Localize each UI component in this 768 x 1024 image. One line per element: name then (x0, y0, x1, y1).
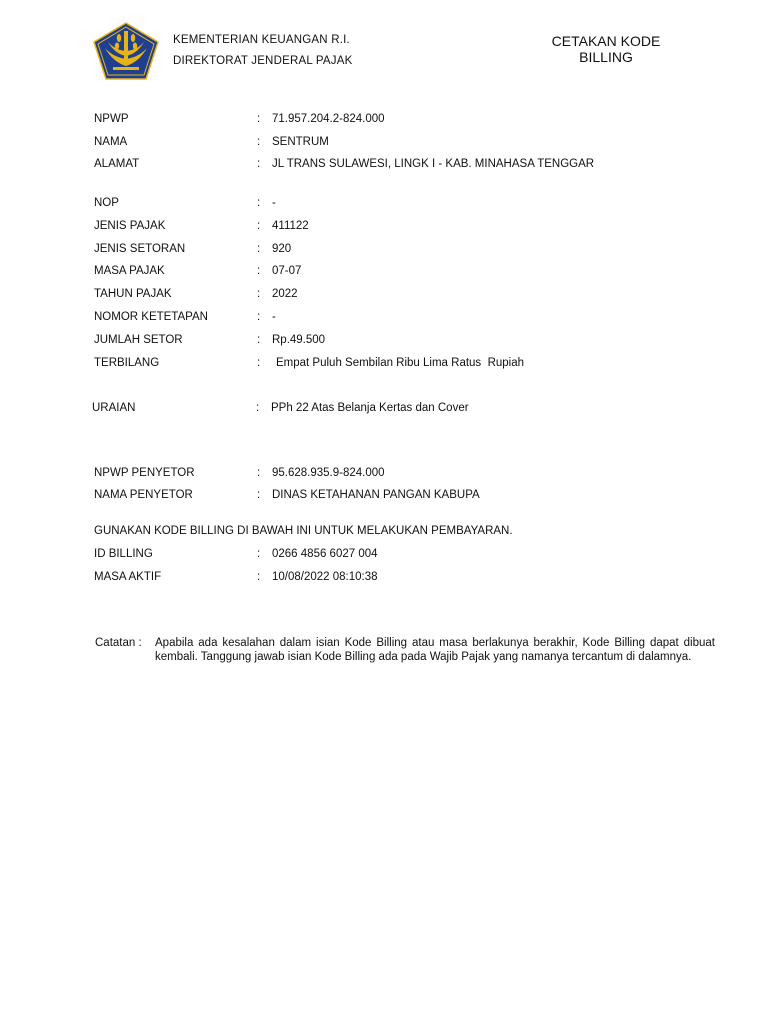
field-colon: : (257, 113, 261, 125)
field-colon: : (257, 334, 261, 346)
document-title: CETAKAN KODE BILLING (551, 33, 661, 65)
field-value: DINAS KETAHANAN PANGAN KABUPA (272, 489, 480, 501)
field-label: NOMOR KETETAPAN (94, 311, 208, 323)
field-colon: : (257, 357, 261, 369)
note-text: Apabila ada kesalahan dalam isian Kode Billing atau masa berlakunya berakhir, Kode Billing dapat dibuat kembali. Tanggung jawab isian Kode Billing ada pada Wajib Pajak yang namanya tercantum di dalamnya. (155, 637, 715, 663)
field-colon: : (257, 489, 261, 501)
field-colon: : (257, 265, 261, 277)
field-value: SENTRUM (272, 136, 329, 148)
field-value: 920 (272, 243, 292, 255)
field-label: TERBILANG (94, 357, 160, 369)
field-label: MASA AKTIF (94, 571, 162, 583)
payment-instruction: GUNAKAN KODE BILLING DI BAWAH INI UNTUK MELAKUKAN PEMBAYARAN. (94, 525, 513, 537)
field-value: PPh 22 Atas Belanja Kertas dan Cover (271, 402, 469, 414)
field-colon: : (257, 548, 261, 560)
field-label: NAMA (94, 136, 128, 148)
field-colon: : (256, 402, 260, 414)
field-value: 95.628.935.9-824.000 (272, 467, 385, 479)
field-label: JENIS PAJAK (94, 220, 166, 232)
note-label: Catatan : (95, 637, 142, 649)
field-label: NAMA PENYETOR (94, 489, 193, 501)
field-colon: : (257, 136, 261, 148)
field-label: ID BILLING (94, 548, 153, 560)
field-label: NOP (94, 197, 119, 209)
field-value: 2022 (272, 288, 298, 300)
field-value: Empat Puluh Sembilan Ribu Lima Ratus Rupiah (276, 357, 525, 369)
field-colon: : (257, 311, 261, 323)
field-colon: : (257, 467, 261, 479)
field-colon: : (257, 197, 261, 209)
field-colon: : (257, 158, 261, 170)
org-name: KEMENTERIAN KEUANGAN R.I. (173, 34, 350, 46)
field-value: - (272, 197, 276, 209)
kemenkeu-logo (93, 22, 159, 80)
field-value: 71.957.204.2-824.000 (272, 113, 385, 125)
note-section (95, 636, 715, 664)
field-colon: : (257, 243, 261, 255)
field-value: 07-07 (272, 265, 302, 277)
field-label: JUMLAH SETOR (94, 334, 183, 346)
field-label: NPWP (94, 113, 129, 125)
field-label: ALAMAT (94, 158, 140, 170)
field-value: 411122 (272, 220, 309, 232)
field-value: - (272, 311, 276, 323)
field-colon: : (257, 288, 261, 300)
field-label: JENIS SETORAN (94, 243, 186, 255)
field-label: NPWP PENYETOR (94, 467, 195, 479)
field-label: URAIAN (92, 402, 136, 414)
field-colon: : (257, 220, 261, 232)
field-label: MASA PAJAK (94, 265, 165, 277)
field-value: Rp.49.500 (272, 334, 326, 346)
field-value: 0266 4856 6027 004 (272, 548, 378, 560)
field-label: TAHUN PAJAK (94, 288, 172, 300)
field-colon: : (257, 571, 261, 583)
field-value: 10/08/2022 08:10:38 (272, 571, 378, 583)
field-value: JL TRANS SULAWESI, LINGK I - KAB. MINAHASA TENGGAR (272, 158, 595, 170)
directorate-name: DIREKTORAT JENDERAL PAJAK (173, 55, 353, 67)
